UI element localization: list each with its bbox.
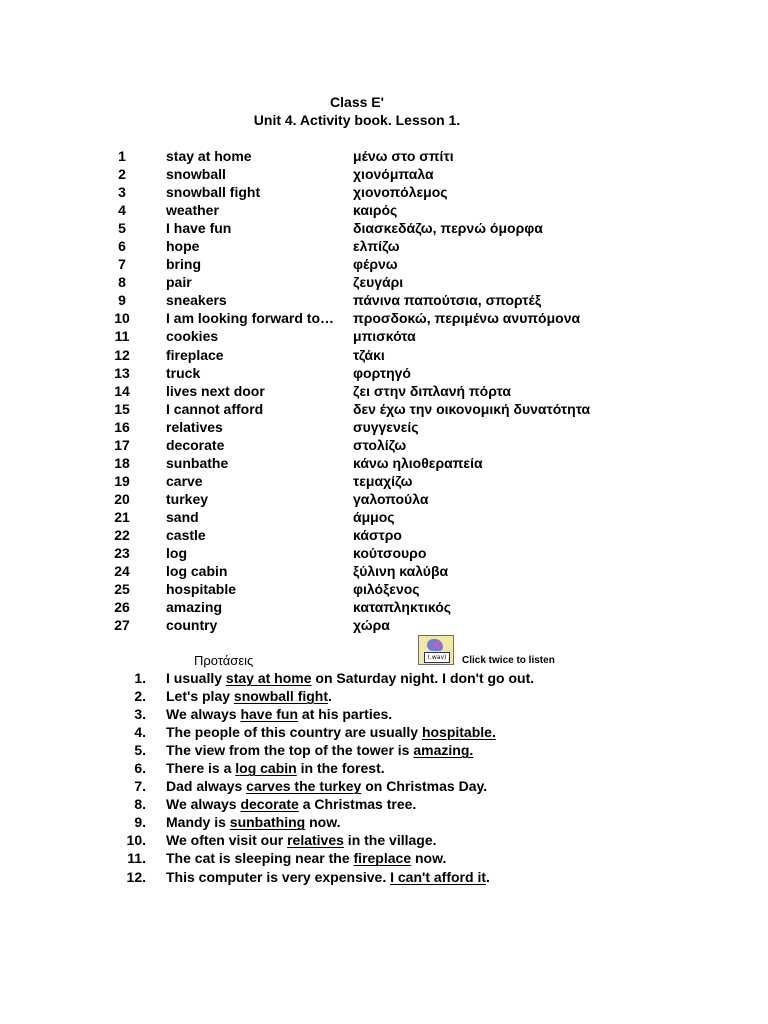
- sentences-list: [0, 669, 768, 886]
- vocab-number: 22: [114, 526, 130, 543]
- sentence-number: 9.: [134, 814, 146, 831]
- vocab-greek: κάνω ηλιοθεραπεία: [353, 454, 483, 471]
- vocab-english: decorate: [166, 436, 225, 453]
- vocab-english: relatives: [166, 418, 223, 435]
- sentence-fragment: a Christmas tree.: [298, 796, 417, 813]
- vocab-number: 21: [114, 508, 130, 525]
- vocab-greek: τεμαχίζω: [353, 472, 413, 489]
- underlined-phrase: sunbathing: [229, 814, 306, 831]
- vocab-number: 23: [114, 545, 130, 562]
- sentence-text: [166, 723, 496, 741]
- vocab-greek: κούτσουρο: [353, 545, 427, 562]
- sentence-text: [166, 813, 341, 831]
- sentence-fragment: I usually: [166, 670, 226, 686]
- listen-hint: Click twice to listen: [462, 655, 555, 666]
- sentence-text: [166, 669, 534, 687]
- sentence-text: [166, 849, 446, 867]
- vocab-number: 24: [114, 563, 130, 580]
- vocab-number: 4: [118, 202, 126, 219]
- vocab-english: sunbathe: [166, 454, 229, 471]
- vocab-greek: χώρα: [353, 617, 390, 634]
- vocab-english: fireplace: [166, 346, 224, 363]
- vocab-number: 10: [114, 310, 130, 327]
- vocab-greek: δεν έχω την οικονομική δυνατότητα: [353, 400, 591, 417]
- underlined-phrase: carves the turkey: [246, 778, 362, 795]
- vocab-number: 1: [118, 148, 126, 164]
- wav-sound-icon[interactable]: [418, 635, 454, 665]
- sentence-fragment: Dad always: [166, 778, 247, 795]
- sentences-heading: Προτάσεις: [194, 653, 254, 668]
- vocab-number: 25: [114, 581, 130, 598]
- sentence-fragment: .: [328, 688, 332, 705]
- sentence-text: [166, 795, 416, 813]
- vocab-greek: άμμος: [353, 508, 395, 525]
- vocab-greek: συγγενείς: [353, 418, 419, 435]
- vocab-row: [0, 616, 768, 634]
- vocab-row: [0, 400, 768, 418]
- sentence-fragment: We often visit our: [166, 832, 288, 849]
- vocab-greek: χιονοπόλεμος: [353, 184, 448, 201]
- vocab-english: amazing: [166, 599, 223, 616]
- sentence-row: [0, 831, 768, 849]
- sentence-row: [0, 849, 768, 867]
- vocab-number: 13: [114, 364, 130, 381]
- underlined-phrase: log cabin: [235, 760, 297, 777]
- vocab-english: snowball fight: [166, 184, 261, 201]
- sentence-fragment: on Christmas Day.: [361, 778, 488, 795]
- sentence-number: 12.: [126, 868, 146, 885]
- vocab-english: country: [166, 617, 218, 634]
- vocab-greek: ξύλινη καλύβα: [353, 563, 449, 580]
- vocab-row: [0, 490, 768, 508]
- vocab-row: [0, 147, 768, 165]
- sentence-fragment: This computer is very expensive.: [166, 868, 391, 885]
- vocab-greek: μπισκότα: [353, 328, 416, 345]
- vocab-number: 19: [114, 472, 130, 489]
- underlined-phrase: stay at home: [225, 670, 312, 686]
- vocab-number: 16: [114, 418, 130, 435]
- sentence-fragment: in the forest.: [296, 760, 385, 777]
- vocab-english: pair: [166, 274, 192, 291]
- vocab-row: [0, 327, 768, 345]
- vocab-english: cookies: [166, 328, 219, 345]
- vocab-english: castle: [166, 526, 206, 543]
- sentence-number: 8.: [134, 796, 146, 813]
- vocab-greek: κάστρο: [353, 526, 402, 543]
- sentence-text: [166, 759, 385, 777]
- sentence-row: [0, 777, 768, 795]
- vocab-english: stay at home: [166, 148, 252, 164]
- vocab-english: log cabin: [166, 563, 228, 580]
- vocab-english: bring: [166, 256, 201, 273]
- vocab-english: carve: [166, 472, 203, 489]
- vocab-number: 14: [114, 382, 130, 399]
- vocab-greek: χιονόμπαλα: [353, 166, 434, 183]
- vocab-number: 8: [118, 274, 126, 291]
- sentence-text: [166, 777, 487, 795]
- sentence-fragment: on Saturday night. I don't go out.: [311, 670, 535, 686]
- sentence-number: 11.: [127, 850, 146, 867]
- class-title: Class E': [330, 94, 384, 110]
- vocab-english: weather: [166, 202, 219, 219]
- vocab-number: 20: [114, 490, 130, 507]
- vocab-number: 7: [118, 256, 126, 273]
- sentence-fragment: Mandy is: [166, 814, 230, 831]
- sentence-number: 7.: [134, 778, 146, 795]
- sentence-text: [166, 705, 392, 723]
- vocab-english: turkey: [166, 490, 209, 507]
- underlined-phrase: relatives: [287, 832, 344, 849]
- vocab-english: lives next door: [166, 382, 265, 399]
- sentence-fragment: We always: [166, 796, 241, 813]
- vocab-greek: προσδοκώ, περιμένω ανυπόμονα: [353, 310, 581, 327]
- vocab-number: 9: [118, 292, 126, 309]
- sentence-fragment: The cat is sleeping near the: [166, 850, 354, 867]
- vocab-english: I have fun: [166, 220, 232, 237]
- vocab-greek: διασκεδάζω, περνώ όμορφα: [353, 220, 543, 237]
- sentence-number: 5.: [134, 742, 146, 759]
- sentence-row: [0, 741, 768, 759]
- vocab-row: [0, 183, 768, 201]
- sentence-row: [0, 795, 768, 813]
- sentence-row: [0, 687, 768, 705]
- vocab-row: [0, 219, 768, 237]
- vocab-row: [0, 201, 768, 219]
- vocab-number: 27: [114, 617, 130, 634]
- underlined-phrase: I can't afford it: [390, 868, 486, 885]
- vocab-row: [0, 418, 768, 436]
- sentence-row: [0, 669, 768, 687]
- sentence-text: [166, 868, 490, 886]
- vocab-row: [0, 309, 768, 327]
- vocab-greek: πάνινα παπούτσια, σπορτέξ: [353, 292, 542, 309]
- vocabulary-list: [0, 147, 768, 634]
- vocab-greek: καιρός: [353, 202, 398, 219]
- vocab-row: [0, 598, 768, 616]
- unit-title: Unit 4. Activity book. Lesson 1.: [253, 112, 461, 128]
- underlined-phrase: hospitable.: [421, 724, 496, 741]
- vocab-row: [0, 562, 768, 580]
- vocab-row: [0, 364, 768, 382]
- vocab-english: sand: [166, 508, 199, 525]
- sentence-number: 3.: [134, 706, 146, 723]
- vocab-number: 11: [114, 328, 130, 345]
- underlined-phrase: have fun: [240, 706, 299, 723]
- sentence-row: [0, 723, 768, 741]
- sentence-fragment: at his parties.: [298, 706, 393, 723]
- vocab-row: [0, 526, 768, 544]
- sentence-fragment: now.: [305, 814, 341, 831]
- sentence-text: [166, 687, 332, 705]
- vocab-row: [0, 165, 768, 183]
- vocab-english: I cannot afford: [166, 400, 264, 417]
- vocab-number: 6: [118, 238, 126, 255]
- sentence-row: [0, 759, 768, 777]
- vocab-greek: καταπληκτικός: [353, 599, 452, 616]
- vocab-number: 12: [114, 346, 130, 363]
- vocab-number: 17: [114, 436, 130, 453]
- vocab-greek: στολίζω: [353, 436, 407, 453]
- sentence-fragment: Let's play: [166, 688, 234, 705]
- vocab-row: [0, 454, 768, 472]
- speaker-graphic-accent: [433, 642, 441, 648]
- sentence-fragment: There is a: [166, 760, 236, 777]
- sentence-number: 4.: [134, 724, 146, 741]
- vocab-greek: ελπίζω: [353, 238, 400, 255]
- sentence-row: [0, 813, 768, 831]
- vocab-number: 5: [118, 220, 126, 237]
- vocab-number: 26: [114, 599, 130, 616]
- underlined-phrase: amazing.: [413, 742, 474, 759]
- vocab-english: truck: [166, 364, 201, 381]
- sentence-row: [0, 868, 768, 886]
- underlined-phrase: snowball fight: [233, 688, 329, 705]
- sentence-number: 1.: [134, 670, 146, 686]
- vocab-row: [0, 436, 768, 454]
- vocab-row: [0, 382, 768, 400]
- vocab-greek: φέρνω: [353, 256, 398, 273]
- wav-label: (.wav): [424, 652, 450, 663]
- vocab-row: [0, 472, 768, 490]
- vocab-greek: φιλόξενος: [353, 581, 420, 598]
- sentence-fragment: in the village.: [343, 832, 437, 849]
- vocab-greek: μένω στο σπίτι: [353, 148, 454, 164]
- sentence-fragment: now.: [411, 850, 447, 867]
- sentence-text: [166, 831, 437, 849]
- sentence-number: 2.: [134, 688, 146, 705]
- vocab-row: [0, 255, 768, 273]
- vocab-english: snowball: [166, 166, 226, 183]
- sentence-row: [0, 705, 768, 723]
- vocab-english: sneakers: [166, 292, 227, 309]
- sentence-fragment: We always: [166, 706, 241, 723]
- vocab-greek: τζάκι: [353, 346, 385, 363]
- vocab-greek: ζει στην διπλανή πόρτα: [353, 382, 511, 399]
- vocab-row: [0, 273, 768, 291]
- vocab-english: hope: [166, 238, 200, 255]
- vocab-row: [0, 544, 768, 562]
- vocab-row: [0, 346, 768, 364]
- sentence-number: 6.: [134, 760, 146, 777]
- underlined-phrase: decorate: [240, 796, 299, 813]
- vocab-row: [0, 237, 768, 255]
- vocab-row: [0, 580, 768, 598]
- sentence-fragment: The view from the top of the tower is: [166, 742, 414, 759]
- vocab-number: 15: [114, 400, 130, 417]
- vocab-english: hospitable: [166, 581, 237, 598]
- vocab-number: 18: [114, 454, 130, 471]
- vocab-greek: φορτηγό: [353, 364, 411, 381]
- vocab-english: log: [166, 545, 187, 562]
- vocab-number: 2: [118, 166, 126, 183]
- underlined-phrase: fireplace: [353, 850, 412, 867]
- vocab-greek: ζευγάρι: [353, 274, 404, 291]
- sentence-text: [166, 741, 473, 759]
- vocab-greek: γαλοπούλα: [353, 490, 429, 507]
- vocab-english: I am looking forward to…: [166, 310, 335, 327]
- sentence-fragment: The people of this country are usually: [166, 724, 422, 741]
- sentence-number: 10.: [126, 832, 146, 849]
- vocab-row: [0, 508, 768, 526]
- sentence-fragment: .: [486, 868, 490, 885]
- vocab-row: [0, 291, 768, 309]
- vocab-number: 3: [118, 184, 126, 201]
